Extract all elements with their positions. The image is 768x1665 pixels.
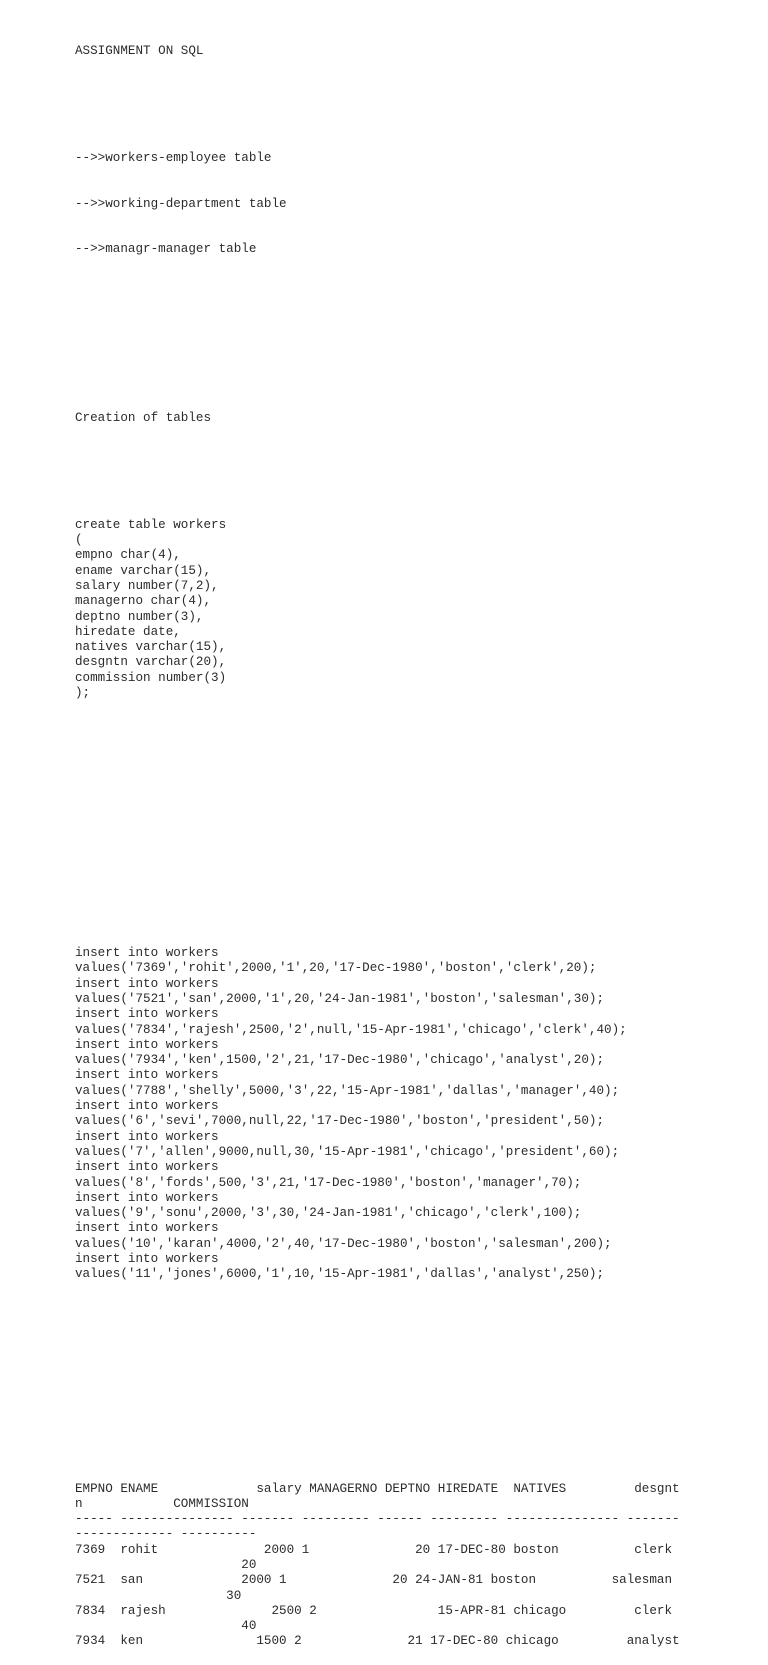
create-statement-line: deptno number(3), [75, 609, 204, 624]
result-line: EMPNO ENAME salary MANAGERNO DEPTNO HIREDATE NATIVES desgnt [75, 1481, 680, 1496]
result-line: 7369 rohit 2000 1 20 17-DEC-80 boston clerk [75, 1542, 673, 1557]
create-statement-block [75, 518, 755, 702]
insert-statement-line: values('7','allen',9000,null,30,'15-Apr-1981','chicago','president',60); [75, 1144, 620, 1159]
insert-statement-line: insert into workers [75, 1037, 219, 1052]
insert-statement-line: values('7369','rohit',2000,'1',20,'17-Dec-1980','boston','clerk',20); [75, 961, 597, 976]
create-statement-line: ); [75, 686, 91, 701]
insert-statement-line: values('9','sonu',2000,'3',30,'24-Jan-1981','chicago','clerk',100); [75, 1206, 582, 1221]
document-title: ASSIGNMENT ON SQL [75, 43, 204, 58]
table-note: -->>working-department table [75, 196, 287, 211]
result-line: 7934 ken 1500 2 21 17-DEC-80 chicago analyst [75, 1634, 680, 1649]
insert-statements-block [75, 946, 755, 1283]
document-page [75, 13, 755, 1665]
spacer [75, 793, 755, 808]
insert-statement-line: insert into workers [75, 1190, 219, 1205]
insert-statement-line: insert into workers [75, 976, 219, 991]
insert-statement-line: values('7834','rajesh',2500,'2',null,'15-Apr-1981','chicago','clerk',40); [75, 1022, 627, 1037]
create-statement-line: create table workers [75, 517, 227, 532]
insert-statement-line: values('7521','san',2000,'1',20,'24-Jan-1981','boston','salesman',30); [75, 992, 605, 1006]
spacer [75, 885, 755, 900]
insert-statement-line: insert into workers [75, 1068, 219, 1083]
result-line: ------------- ---------- [75, 1527, 257, 1542]
insert-statement-line: values('7934','ken',1500,'2',21,'17-Dec-1980','chicago','analyst',20); [75, 1053, 605, 1068]
spacer [75, 1420, 755, 1435]
result-line: 7521 san 2000 1 20 24-JAN-81 boston salesman [75, 1573, 673, 1588]
insert-statement-line: insert into workers [75, 1129, 219, 1144]
create-statement-line: ename varchar(15), [75, 563, 212, 578]
result-line: 7834 rajesh 2500 2 15-APR-81 chicago clerk [75, 1603, 673, 1618]
query-result-block [75, 1482, 755, 1650]
table-note: -->>workers-employee table [75, 150, 272, 165]
insert-statement-line: insert into workers [75, 1099, 219, 1114]
insert-statement-line: values('10','karan',4000,'2',40,'17-Dec-1980','boston','salesman',200); [75, 1236, 612, 1251]
create-statement-line: commission number(3) [75, 670, 227, 685]
insert-statement-line: insert into workers [75, 1007, 219, 1022]
result-line: 30 [75, 1588, 242, 1603]
create-statement-line: managerno char(4), [75, 594, 212, 609]
result-line: 20 [75, 1557, 257, 1572]
table-note: -->>managr-manager table [75, 242, 257, 257]
section-heading: Creation of tables [75, 410, 212, 425]
spacer [75, 1374, 755, 1389]
insert-statement-line: insert into workers [75, 1252, 219, 1267]
create-statement-line: hiredate date, [75, 624, 181, 639]
insert-statement-line: values('6','sevi',7000,null,22,'17-Dec-1980','boston','president',50); [75, 1114, 605, 1129]
create-statement-line: salary number(7,2), [75, 578, 219, 593]
spacer [75, 747, 755, 762]
spacer [75, 89, 755, 104]
insert-statement-line: insert into workers [75, 1160, 219, 1175]
insert-statement-line: values('8','fords',500,'3',21,'17-Dec-1980','boston','manager',70); [75, 1175, 582, 1190]
spacer [75, 1329, 755, 1344]
spacer [75, 457, 755, 472]
result-line: ----- --------------- ------- --------- ------ --------- --------------- ------- [75, 1512, 680, 1527]
spacer [75, 304, 755, 319]
create-statement-line: ( [75, 533, 83, 548]
insert-statement-line: insert into workers [75, 946, 219, 961]
result-line: n COMMISSION [75, 1496, 249, 1511]
insert-statement-line: values('11','jones',6000,'1',10,'15-Apr-1981','dallas','analyst',250); [75, 1267, 605, 1282]
insert-statement-line: values('7788','shelly',5000,'3',22,'15-Apr-1981','dallas','manager',40); [75, 1083, 620, 1098]
insert-statement-line: insert into workers [75, 1221, 219, 1236]
create-statement-line: desgntn varchar(20), [75, 655, 227, 670]
create-statement-line: empno char(4), [75, 548, 181, 563]
spacer [75, 839, 755, 854]
result-line: 40 [75, 1619, 257, 1634]
spacer [75, 350, 755, 365]
create-statement-line: natives varchar(15), [75, 640, 227, 655]
